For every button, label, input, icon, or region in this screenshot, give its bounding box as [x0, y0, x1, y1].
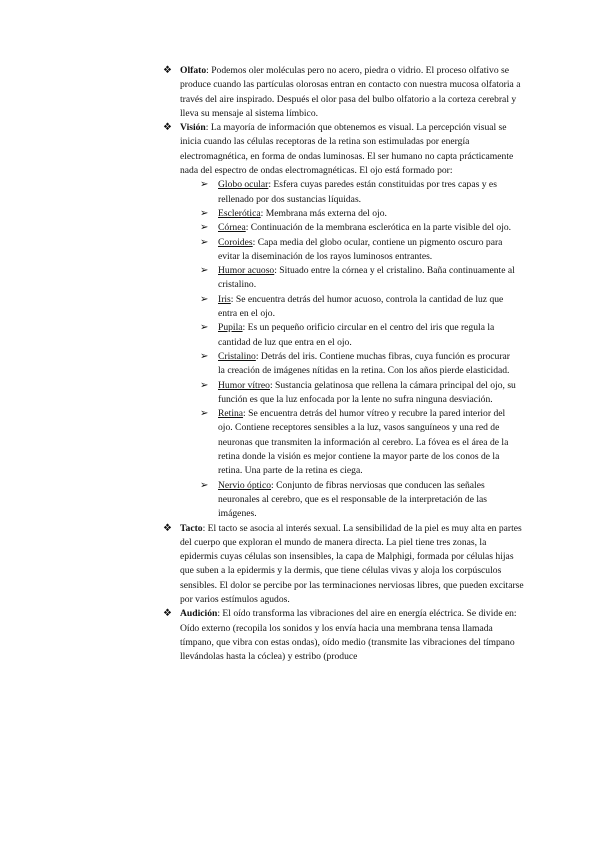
- eye-part-term: Globo ocular: [218, 179, 269, 191]
- eye-part-item: [0, 479, 600, 522]
- eye-part-text: : Se encuentra detrás del humor acuoso, controla la cantidad de luz que entra en el ojo.: [218, 293, 504, 320]
- eye-part-term: Córnea: [218, 222, 246, 234]
- section-vision: [0, 121, 600, 178]
- section-term: Audición: [180, 608, 218, 620]
- eye-part-item: [0, 293, 600, 322]
- section-text: : La mayoría de información que obtenemos es visual. La percepción visual se inicia cuando las células receptoras de la retina son estimuladas por energía electromagnética, en forma de ondas luminosas. El ser humano no capta prácticamente nada del espectro de ondas electromagnéticas. El ojo está formado por:: [180, 122, 514, 177]
- section-olfato: [0, 64, 600, 121]
- eye-part-text: : Detrás del iris. Contiene muchas fibras, cuya función es procurar la creación de imágenes nítidas en la retina. Con los años pierde elasticidad.: [218, 350, 510, 377]
- section-text: : Podemos oler moléculas pero no acero, piedra o vidrio. El proceso olfativo se produce cuando las partículas olorosas entran en contacto con nuestra mucosa olfatoria a través del aire inspirado. Después el olor pasa del bulbo olfatorio a la corteza cerebral y lleva su mensaje al sistema límbico.: [180, 65, 521, 119]
- eye-part-item: [0, 178, 600, 207]
- section-tacto: [0, 522, 600, 608]
- document-page: [0, 64, 600, 664]
- diamond-bullet-icon: ❖: [163, 122, 172, 134]
- eye-part-text: : Sustancia gelatinosa que rellena la cámara principal del ojo, su función es que la luz enfocada por la lente no sufra ninguna desviación.: [218, 379, 516, 405]
- eye-part-term: Esclerótica: [218, 207, 261, 219]
- eye-part-term: Humor vítreo: [218, 379, 270, 391]
- arrow-bullet-icon: ➢: [200, 179, 209, 191]
- section-term: Visión: [180, 122, 206, 134]
- eye-part-text: : Es un pequeño orificio circular en el centro del iris que regula la cantidad de luz que entra en el ojo.: [218, 322, 495, 348]
- eye-part-term: Humor acuoso: [218, 265, 275, 277]
- eye-part-item: [0, 350, 600, 379]
- eye-part-item: [0, 379, 600, 408]
- eye-part-term: Cristalino: [218, 350, 256, 362]
- eye-part-text: : Membrana más externa del ojo.: [260, 207, 387, 219]
- eye-part-text: : Se encuentra detrás del humor vítreo y recubre la pared interior del ojo. Contiene receptores sensibles a la luz, vasos sanguíneos y una red de neuronas que transmiten la información al cerebro. La fóvea es el área de la retina donde la visión es mejor contiene la mayor parte de los conos de la retina. Una parte de la retina es ciega.: [218, 408, 509, 477]
- eye-part-text: : Situado entre la córnea y el cristalino. Baña continuamente al cristalino.: [218, 265, 515, 291]
- eye-part-term: Pupila: [218, 322, 243, 334]
- arrow-bullet-icon: ➢: [200, 479, 209, 491]
- arrow-bullet-icon: ➢: [200, 236, 209, 248]
- eye-part-item: [0, 264, 600, 293]
- arrow-bullet-icon: ➢: [200, 322, 209, 334]
- eye-part-item: [0, 221, 600, 235]
- section-text: : El tacto se asocia al interés sexual. La sensibilidad de la piel es muy alta en partes del cuerpo que exploran el mundo de manera directa. La piel tiene tres zonas, la epidermis cuyas células son insensibles, la capa de Malphigi, formada por células hijas que suben a la epidermis y la dermis, que tiene células vivas y aloja los corpúsculos sensibles. El dolor se percibe por las terminaciones nerviosas libres, que pueden excitarse por varios estímulos agudos.: [180, 522, 524, 605]
- eye-part-text: : Conjunto de fibras nerviosas que conducen las señales neuronales al cerebro, que es el responsable de la interpretación de las imágenes.: [218, 479, 488, 520]
- arrow-bullet-icon: ➢: [200, 293, 209, 305]
- arrow-bullet-icon: ➢: [200, 350, 209, 362]
- section-audicion: [0, 607, 600, 664]
- eye-part-text: : Continuación de la membrana esclerótica en la parte visible del ojo.: [245, 222, 512, 234]
- arrow-bullet-icon: ➢: [200, 265, 209, 277]
- section-term: Olfato: [180, 65, 207, 76]
- eye-part-term: Coroides: [218, 236, 253, 248]
- section-term: Tacto: [180, 522, 203, 534]
- section-text: : El oído transforma las vibraciones del aire en energía eléctrica. Se divide en: Oído externo (recopila los sonidos y los envía hacia una membrana tensa llamada tímpano, que vibra con estas ondas), oído medio (transmite las vibraciones del tímpano llevándolas hasta la cóclea) y estribo (produce: [180, 608, 517, 663]
- eye-parts-list: [0, 178, 600, 521]
- eye-part-text: : Capa media del globo ocular, contiene un pigmento oscuro para evitar la diseminación de los rayos luminosos entrantes.: [218, 236, 503, 262]
- diamond-bullet-icon: ❖: [163, 65, 172, 76]
- eye-part-term: Iris: [218, 293, 231, 305]
- arrow-bullet-icon: ➢: [200, 207, 209, 219]
- diamond-bullet-icon: ❖: [163, 522, 172, 534]
- eye-part-item: [0, 407, 600, 478]
- eye-part-text: : Esfera cuyas paredes están constituidas por tres capas y es rellenado por dos sustancias líquidas.: [218, 179, 497, 205]
- eye-part-term: Retina: [218, 408, 244, 420]
- eye-part-item: [0, 321, 600, 350]
- arrow-bullet-icon: ➢: [200, 379, 209, 391]
- eye-part-item: [0, 236, 600, 265]
- diamond-bullet-icon: ❖: [163, 608, 172, 620]
- eye-part-item: [0, 207, 600, 221]
- eye-part-term: Nervio óptico: [218, 479, 272, 491]
- arrow-bullet-icon: ➢: [200, 408, 209, 420]
- arrow-bullet-icon: ➢: [200, 222, 209, 234]
